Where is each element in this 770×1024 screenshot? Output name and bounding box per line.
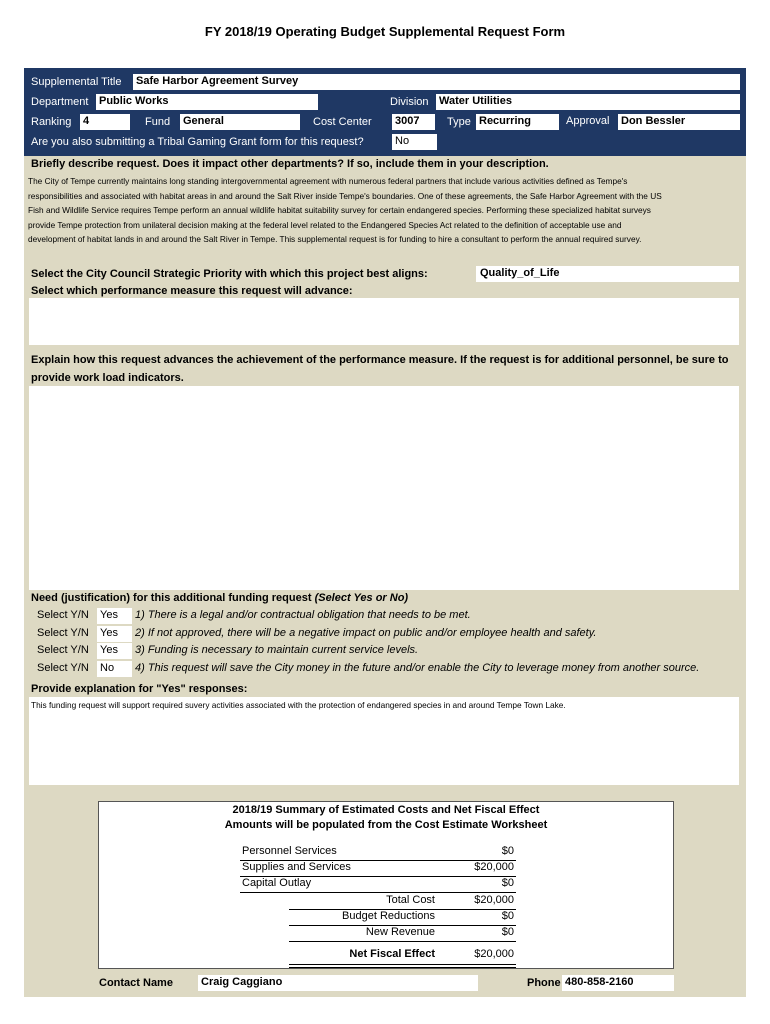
form-title: FY 2018/19 Operating Budget Supplemental Request Form [204,24,566,39]
net-fiscal-value: $20,000 [474,948,514,960]
explain-yes-textarea[interactable] [29,697,739,785]
description-line: provide Tempe protection from unilateral decision making at the federal level related to the Endangered Species Act related to the definition of acceptable use and [28,219,622,230]
supplies-label: Supplies and Services [242,861,351,873]
need-statement: 1) There is a legal and/or contractual obligation that needs to be met. [135,609,471,621]
need-statement: 4) This request will save the City money in the future and/or enable the City to leverage money from another source. [135,662,700,674]
priority-select[interactable]: Quality_of_Life [476,266,739,282]
type-field[interactable]: Recurring [476,114,559,130]
new-revenue-label: New Revenue [365,926,435,938]
capital-value: $0 [501,877,514,889]
select-yn-label: Select Y/N [37,644,89,656]
select-yn-label: Select Y/N [37,609,89,621]
department-field[interactable]: Public Works [96,94,318,110]
total-cost-value: $20,000 [474,894,514,906]
divider [289,964,516,965]
budget-reductions-value: $0 [501,910,514,922]
total-cost-label: Total Cost [386,894,435,906]
divider [240,892,516,893]
personnel-value: $0 [501,845,514,857]
new-revenue-value: $0 [501,926,514,938]
need-heading-hint: (Select Yes or No) [314,592,409,604]
division-field[interactable]: Water Utilities [436,94,740,110]
phone-label: Phone [527,977,561,989]
personnel-label: Personnel Services [242,845,337,857]
contact-name-field[interactable]: Craig Caggiano [198,975,478,991]
need-heading [31,592,408,604]
supplemental-title-field[interactable]: Safe Harbor Agreement Survey [133,74,740,90]
header-panel [24,68,746,156]
need-heading-text: Need (justification) for this additional funding request [31,592,315,604]
cost-center-field[interactable]: 3007 [392,114,435,130]
yn-select[interactable]: Yes [97,608,132,624]
select-yn-label: Select Y/N [37,662,89,674]
description-line: The City of Tempe currently maintains long standing intergovernmental agreement with numerous federal partners that include various activities defined as Tempe's [28,176,628,186]
tribal-gaming-field[interactable]: No [392,134,437,150]
need-statement: 3) Funding is necessary to maintain current service levels. [135,644,419,656]
need-statement: 2) If not approved, there will be a negative impact on public and/or employee health and safety. [135,627,597,639]
explain-yes-text: This funding request will support required suvery activities associated with the protection of endangered species in and around Tempe Town Lake. [31,700,566,710]
advance-textarea[interactable] [29,386,739,590]
type-label: Type [447,116,471,128]
tribal-gaming-label: Are you also submitting a Tribal Gaming Grant form for this request? [31,136,364,148]
request-heading: Briefly describe request. Does it impact other departments? If so, include them in your description. [31,158,549,170]
capital-label: Capital Outlay [242,877,312,889]
description-line: Fish and Wildlife Service requires Tempe perform an annual wildlife habitat suitability survey for certain endangered species. Performing these specialized habitat surveys [28,205,651,216]
measure-label: Select which performance measure this request will advance: [31,285,353,297]
request-description[interactable] [28,174,742,247]
budget-reductions-label: Budget Reductions [342,910,435,922]
yn-select[interactable]: Yes [97,626,132,642]
priority-label: Select the City Council Strategic Priority with which this project best aligns: [31,268,428,280]
contact-name-label: Contact Name [99,977,173,989]
ranking-field[interactable]: 4 [80,114,130,130]
summary-panel [98,801,674,969]
summary-title: 2018/19 Summary of Estimated Costs and Net Fiscal Effect [232,804,540,816]
net-fiscal-label: Net Fiscal Effect [349,948,435,960]
measure-field[interactable] [29,298,739,345]
cost-center-label: Cost Center [313,116,372,128]
divider [289,941,516,942]
ranking-label: Ranking [31,116,72,128]
fund-label: Fund [145,116,171,128]
divider [289,967,516,968]
explain-yes-label: Provide explanation for "Yes" responses: [31,683,248,695]
approval-label: Approval [566,115,610,127]
phone-field[interactable]: 480-858-2160 [562,975,674,991]
description-line: responsibilities and associated with habitat areas in and around the Salt River inside Tempe's boundaries. One of these agreements, the Safe Harbor Agreement with the US [28,190,662,201]
advance-label-line2: provide work load indicators. [31,372,184,384]
select-yn-label: Select Y/N [37,627,89,639]
department-label: Department [31,96,89,108]
division-label: Division [390,96,429,108]
yn-select[interactable]: No [97,661,132,677]
approval-field[interactable]: Don Bessler [618,114,740,130]
description-line: development of habitat lands in and around the Salt River in Tempe. This supplemental request is for funding to hire a consultant to perform the annual required survey. [28,234,642,245]
supplemental-title-label: Supplemental Title [31,76,122,88]
supplies-value: $20,000 [474,861,514,873]
yn-select[interactable]: Yes [97,643,132,659]
summary-subtitle: Amounts will be populated from the Cost Estimate Worksheet [224,819,548,831]
fund-field[interactable]: General [180,114,300,130]
advance-label-line1: Explain how this request advances the achievement of the performance measure. If the request is for additional personnel, be sure to [31,354,729,366]
